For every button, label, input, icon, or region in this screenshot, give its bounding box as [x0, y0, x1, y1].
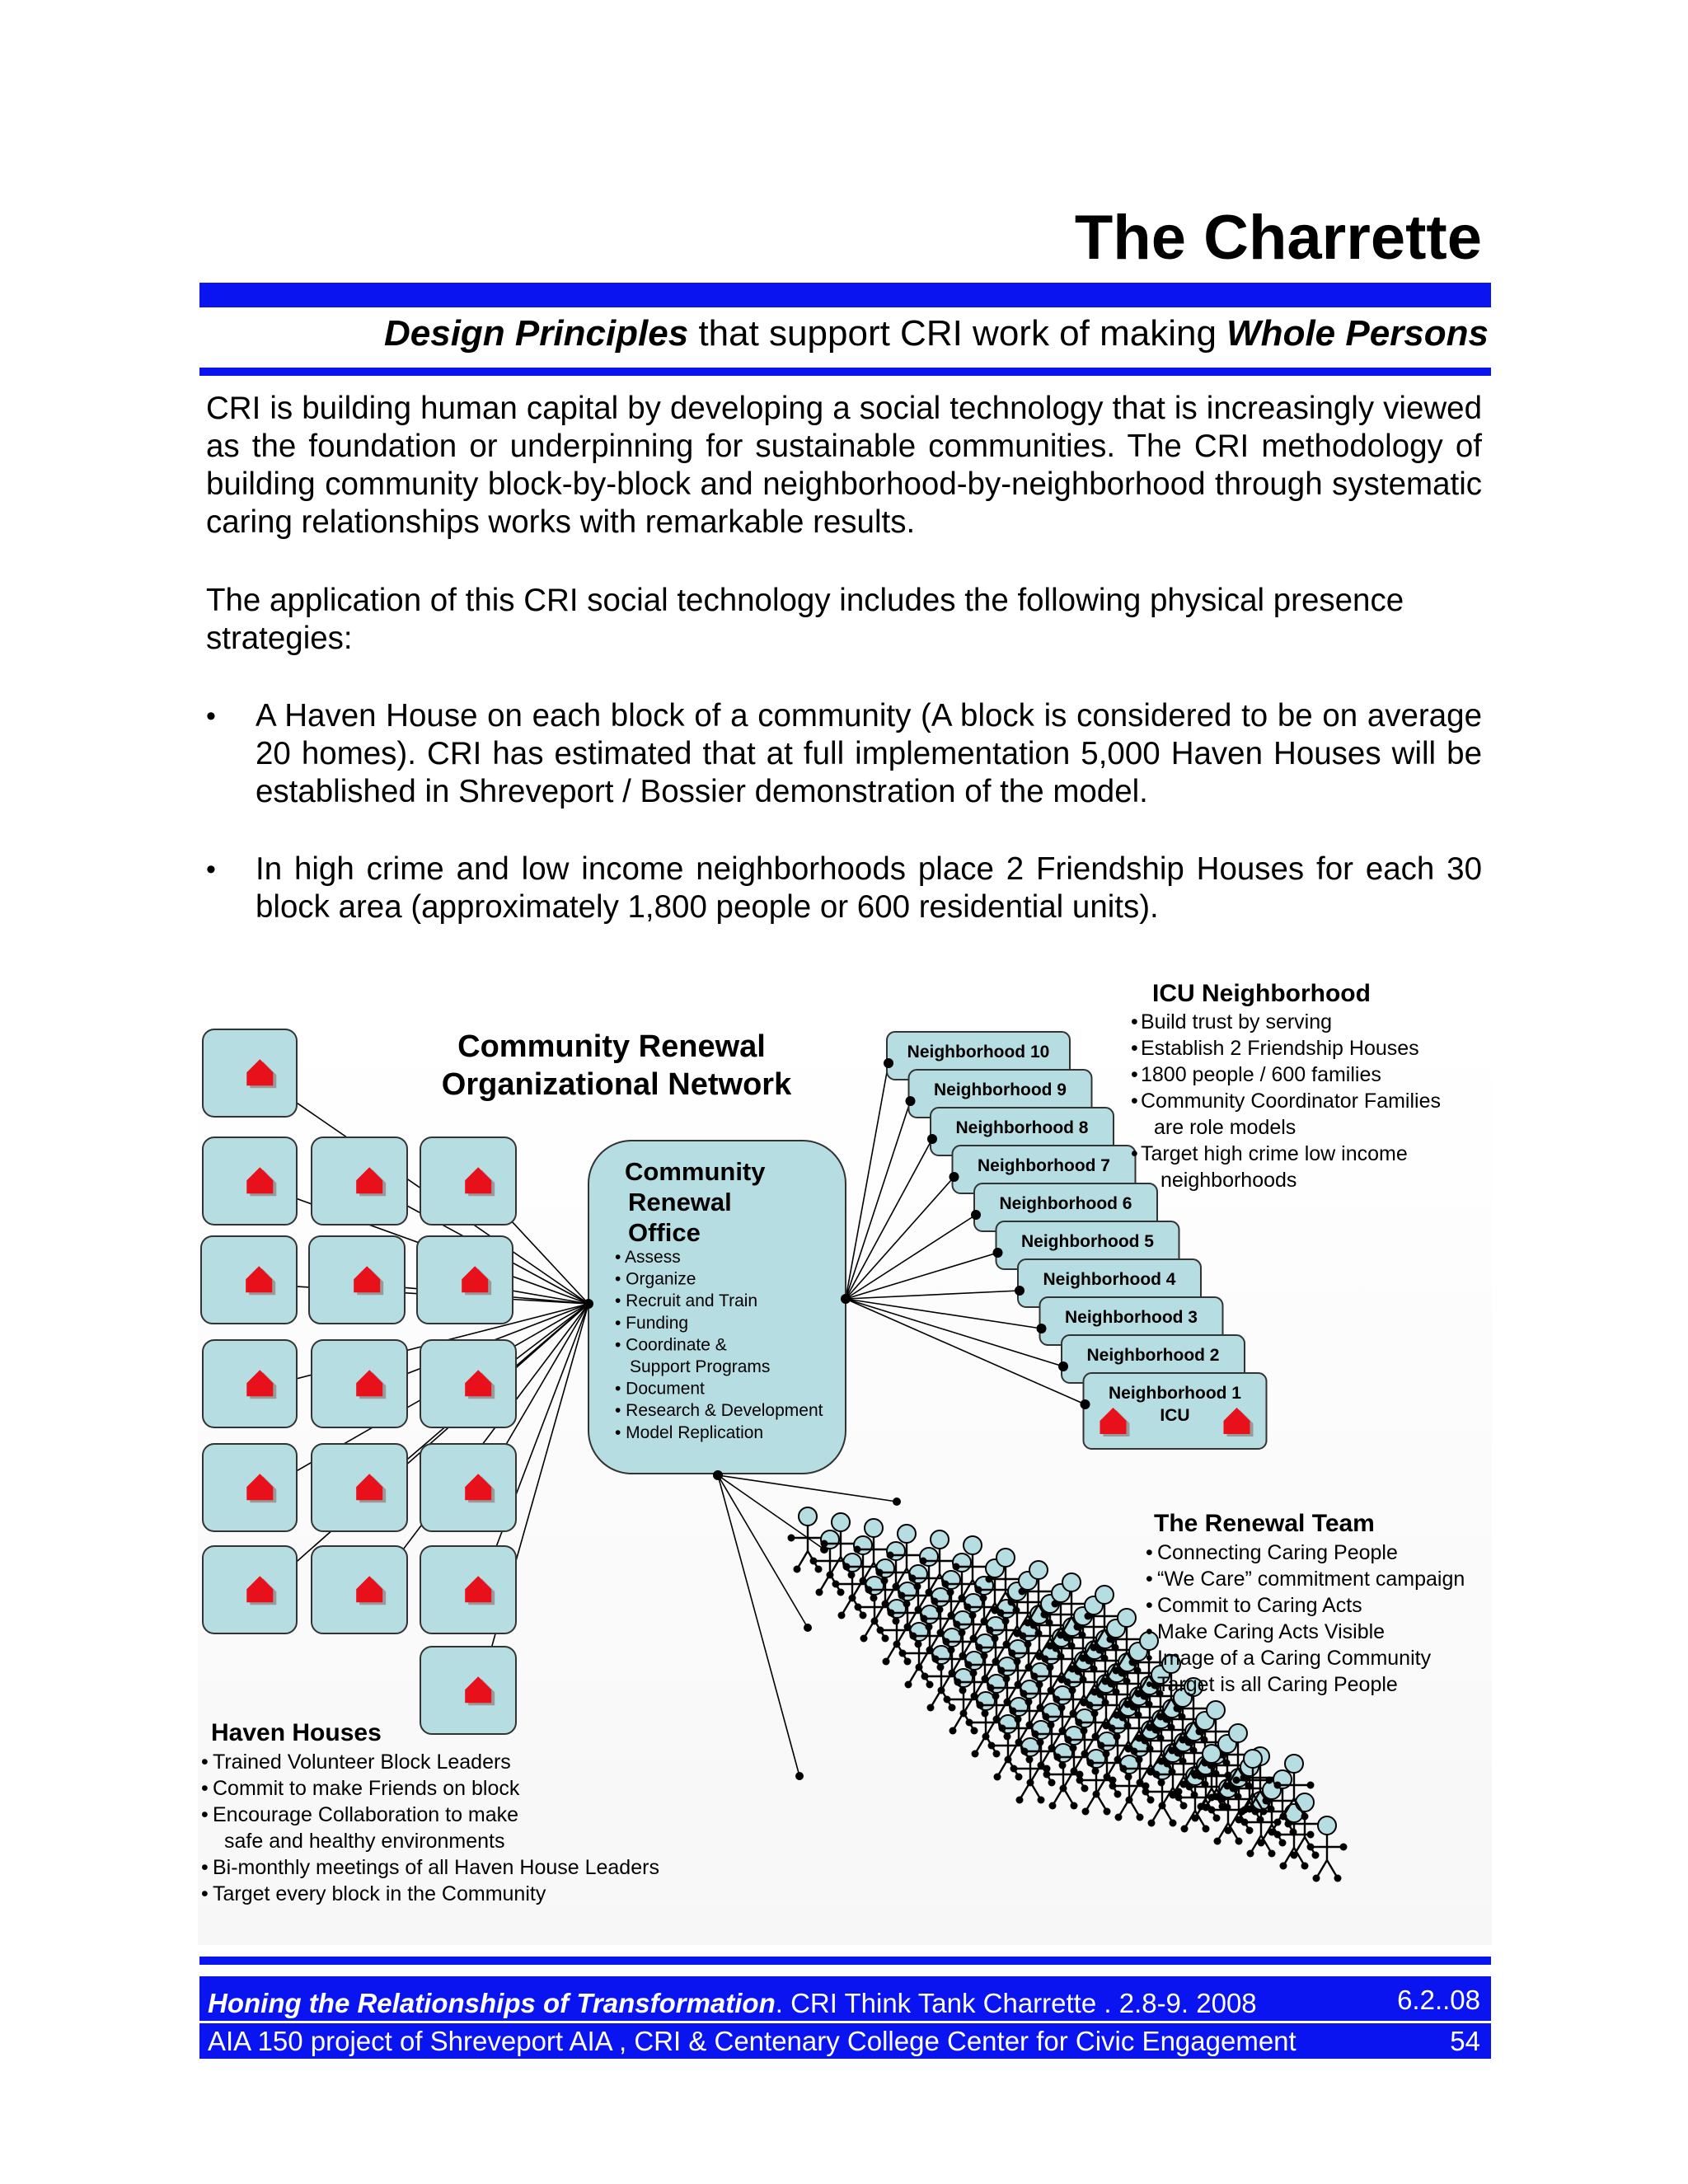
- footer-divider: [199, 2021, 1491, 2023]
- page-title: The Charrette: [1074, 203, 1482, 273]
- neighborhood-label: Neighborhood 3: [1065, 1308, 1198, 1327]
- neighborhood-dot: [1058, 1361, 1068, 1371]
- bullet-marker: •: [206, 854, 216, 885]
- icu-item: Target high crime low income: [1141, 1142, 1408, 1165]
- neighborhood-label: Neighborhood 2: [1086, 1346, 1220, 1365]
- svg-text:•: •: [1131, 1142, 1138, 1165]
- haven-houses-item: Encourage Collaboration to make: [213, 1803, 519, 1826]
- neighborhood-label: Neighborhood 9: [934, 1080, 1067, 1099]
- svg-text:•: •: [1146, 1594, 1153, 1617]
- office-item: • Coordinate &: [615, 1335, 727, 1355]
- neighborhood-dot: [884, 1058, 893, 1068]
- neighborhood-dot: [1037, 1324, 1047, 1333]
- renewal-team-item: “We Care” commitment campaign: [1157, 1568, 1465, 1591]
- office-item: • Assess: [615, 1248, 681, 1267]
- diagram-heading-line1: Community Renewal: [457, 1029, 766, 1064]
- icu-item: Community Coordinator Families: [1141, 1090, 1442, 1113]
- neighborhood-dot: [906, 1096, 916, 1106]
- haven-houses-item: Trained Volunteer Block Leaders: [213, 1750, 511, 1774]
- footer-date: 6.2..08: [1397, 1985, 1480, 2015]
- leader-dot: [893, 1497, 901, 1506]
- neighborhood-dot: [1081, 1399, 1090, 1409]
- renewal-team-item: Target is all Caring People: [1157, 1673, 1398, 1696]
- icu-item-cont: neighborhoods: [1160, 1169, 1297, 1192]
- neighborhood1-sub: ICU: [1160, 1406, 1190, 1425]
- intro-paragraph: CRI is building human capital by developing a social technology that is increasingly viewed as the foundation or underpinning for sustainable communities. The CRI methodology of building community block-by-block and neighborhood-by-neighborhood through systematic caring relationships works with remarkable results.: [206, 391, 1482, 540]
- hub-dot: [713, 1470, 723, 1480]
- office-item: • Research & Development: [615, 1401, 823, 1421]
- svg-text:•: •: [1146, 1620, 1153, 1643]
- svg-text:•: •: [201, 1882, 209, 1905]
- hub-dot: [584, 1299, 593, 1309]
- neighborhood-dot: [1015, 1286, 1025, 1296]
- icu-item: 1800 people / 600 families: [1141, 1063, 1381, 1086]
- svg-text:•: •: [201, 1777, 209, 1800]
- office-item: • Funding: [615, 1313, 689, 1333]
- application-paragraph: The application of this CRI social technology includes the following physical presence strategies:: [206, 583, 1404, 656]
- diagram-heading-line2: Organizational Network: [441, 1067, 792, 1102]
- icu-title: ICU Neighborhood: [1152, 980, 1371, 1007]
- neighborhood-label: Neighborhood 5: [1021, 1232, 1154, 1251]
- svg-text:•: •: [1146, 1541, 1153, 1564]
- neighborhood-dot: [971, 1210, 981, 1220]
- office-title: Renewal: [628, 1188, 732, 1216]
- renewal-office: [584, 1141, 851, 1480]
- neighborhood-label: Neighborhood 10: [907, 1043, 1050, 1062]
- hub-dot: [841, 1294, 851, 1304]
- footer-line1-bold: Honing the Relationships of Transformation: [208, 1988, 776, 2018]
- icu-item-cont: are role models: [1154, 1116, 1296, 1139]
- haven-houses-item: Bi-monthly meetings of all Haven House Leaders: [213, 1856, 659, 1879]
- icu-item: Build trust by serving: [1141, 1010, 1333, 1033]
- svg-text:•: •: [1146, 1673, 1153, 1696]
- renewal-team-item: Make Caring Acts Visible: [1157, 1620, 1386, 1643]
- renewal-team-item: Connecting Caring People: [1157, 1541, 1398, 1564]
- haven-houses-title: Haven Houses: [211, 1719, 382, 1746]
- subtitle-bold-2: Whole Persons: [1226, 313, 1489, 354]
- bullet-friendship-houses: In high crime and low income neighborhoods place 2 Friendship Houses for each 30 block area (approximately 1,800 people or 600 residential units).: [256, 851, 1482, 925]
- footer-line1-rest: . CRI Think Tank Charrette . 2.8-9. 2008: [775, 1988, 1257, 2018]
- icu-item: Establish 2 Friendship Houses: [1141, 1037, 1419, 1060]
- subtitle-mid: that support CRI work of making: [688, 313, 1227, 354]
- bullet-haven-house: A Haven House on each block of a community (A block is considered to be on average 20 homes). CRI has estimated that at full implementation 5,000 Haven Houses will be established in Shreveport / Bossier demonstration of the model.: [256, 698, 1482, 809]
- svg-text:•: •: [1146, 1568, 1153, 1591]
- office-item: Support Programs: [630, 1357, 771, 1376]
- svg-text:•: •: [1131, 1037, 1138, 1060]
- footer-rule: [199, 1957, 1491, 1965]
- leader-dot: [795, 1772, 804, 1780]
- bullet-marker: •: [206, 701, 216, 732]
- office-item: • Organize: [615, 1269, 696, 1289]
- office-title: Office: [628, 1218, 701, 1247]
- neighborhood-label: Neighborhood 1: [1109, 1384, 1241, 1403]
- renewal-team-title: The Renewal Team: [1154, 1510, 1375, 1537]
- office-item: • Model Replication: [615, 1422, 764, 1442]
- renewal-team-item: Image of a Caring Community: [1157, 1647, 1432, 1670]
- leader-dot: [804, 1624, 812, 1632]
- neighborhood-dot: [993, 1248, 1003, 1258]
- haven-houses-item: Commit to make Friends on block: [213, 1777, 520, 1800]
- office-title: Community: [625, 1157, 766, 1186]
- svg-text:•: •: [1131, 1063, 1138, 1086]
- footer-line1: [208, 1988, 1257, 2019]
- svg-text:•: •: [201, 1750, 209, 1774]
- svg-text:•: •: [1131, 1010, 1138, 1033]
- haven-houses-item-cont: safe and healthy environments: [224, 1830, 505, 1853]
- footer-line2: AIA 150 project of Shreveport AIA , CRI & Centenary College Center for Civic Engagement: [208, 2026, 1296, 2056]
- neighborhood-dot: [927, 1134, 937, 1144]
- neighborhood-label: Neighborhood 7: [978, 1156, 1110, 1175]
- svg-text:•: •: [1131, 1090, 1138, 1113]
- renewal-team-item: Commit to Caring Acts: [1157, 1594, 1362, 1617]
- page-number: 54: [1450, 2026, 1480, 2056]
- svg-text:•: •: [201, 1803, 209, 1826]
- office-item: • Document: [615, 1379, 705, 1399]
- svg-text:•: •: [201, 1856, 209, 1879]
- office-item: • Recruit and Train: [615, 1291, 758, 1311]
- subtitle-bold-1: Design Principles: [383, 313, 689, 354]
- neighborhood-label: Neighborhood 6: [999, 1194, 1132, 1213]
- neighborhood-dot: [950, 1172, 959, 1182]
- svg-text:•: •: [1146, 1647, 1153, 1670]
- neighborhood-label: Neighborhood 8: [955, 1118, 1089, 1137]
- neighborhood-label: Neighborhood 4: [1043, 1270, 1176, 1289]
- haven-houses-item: Target every block in the Community: [213, 1882, 546, 1905]
